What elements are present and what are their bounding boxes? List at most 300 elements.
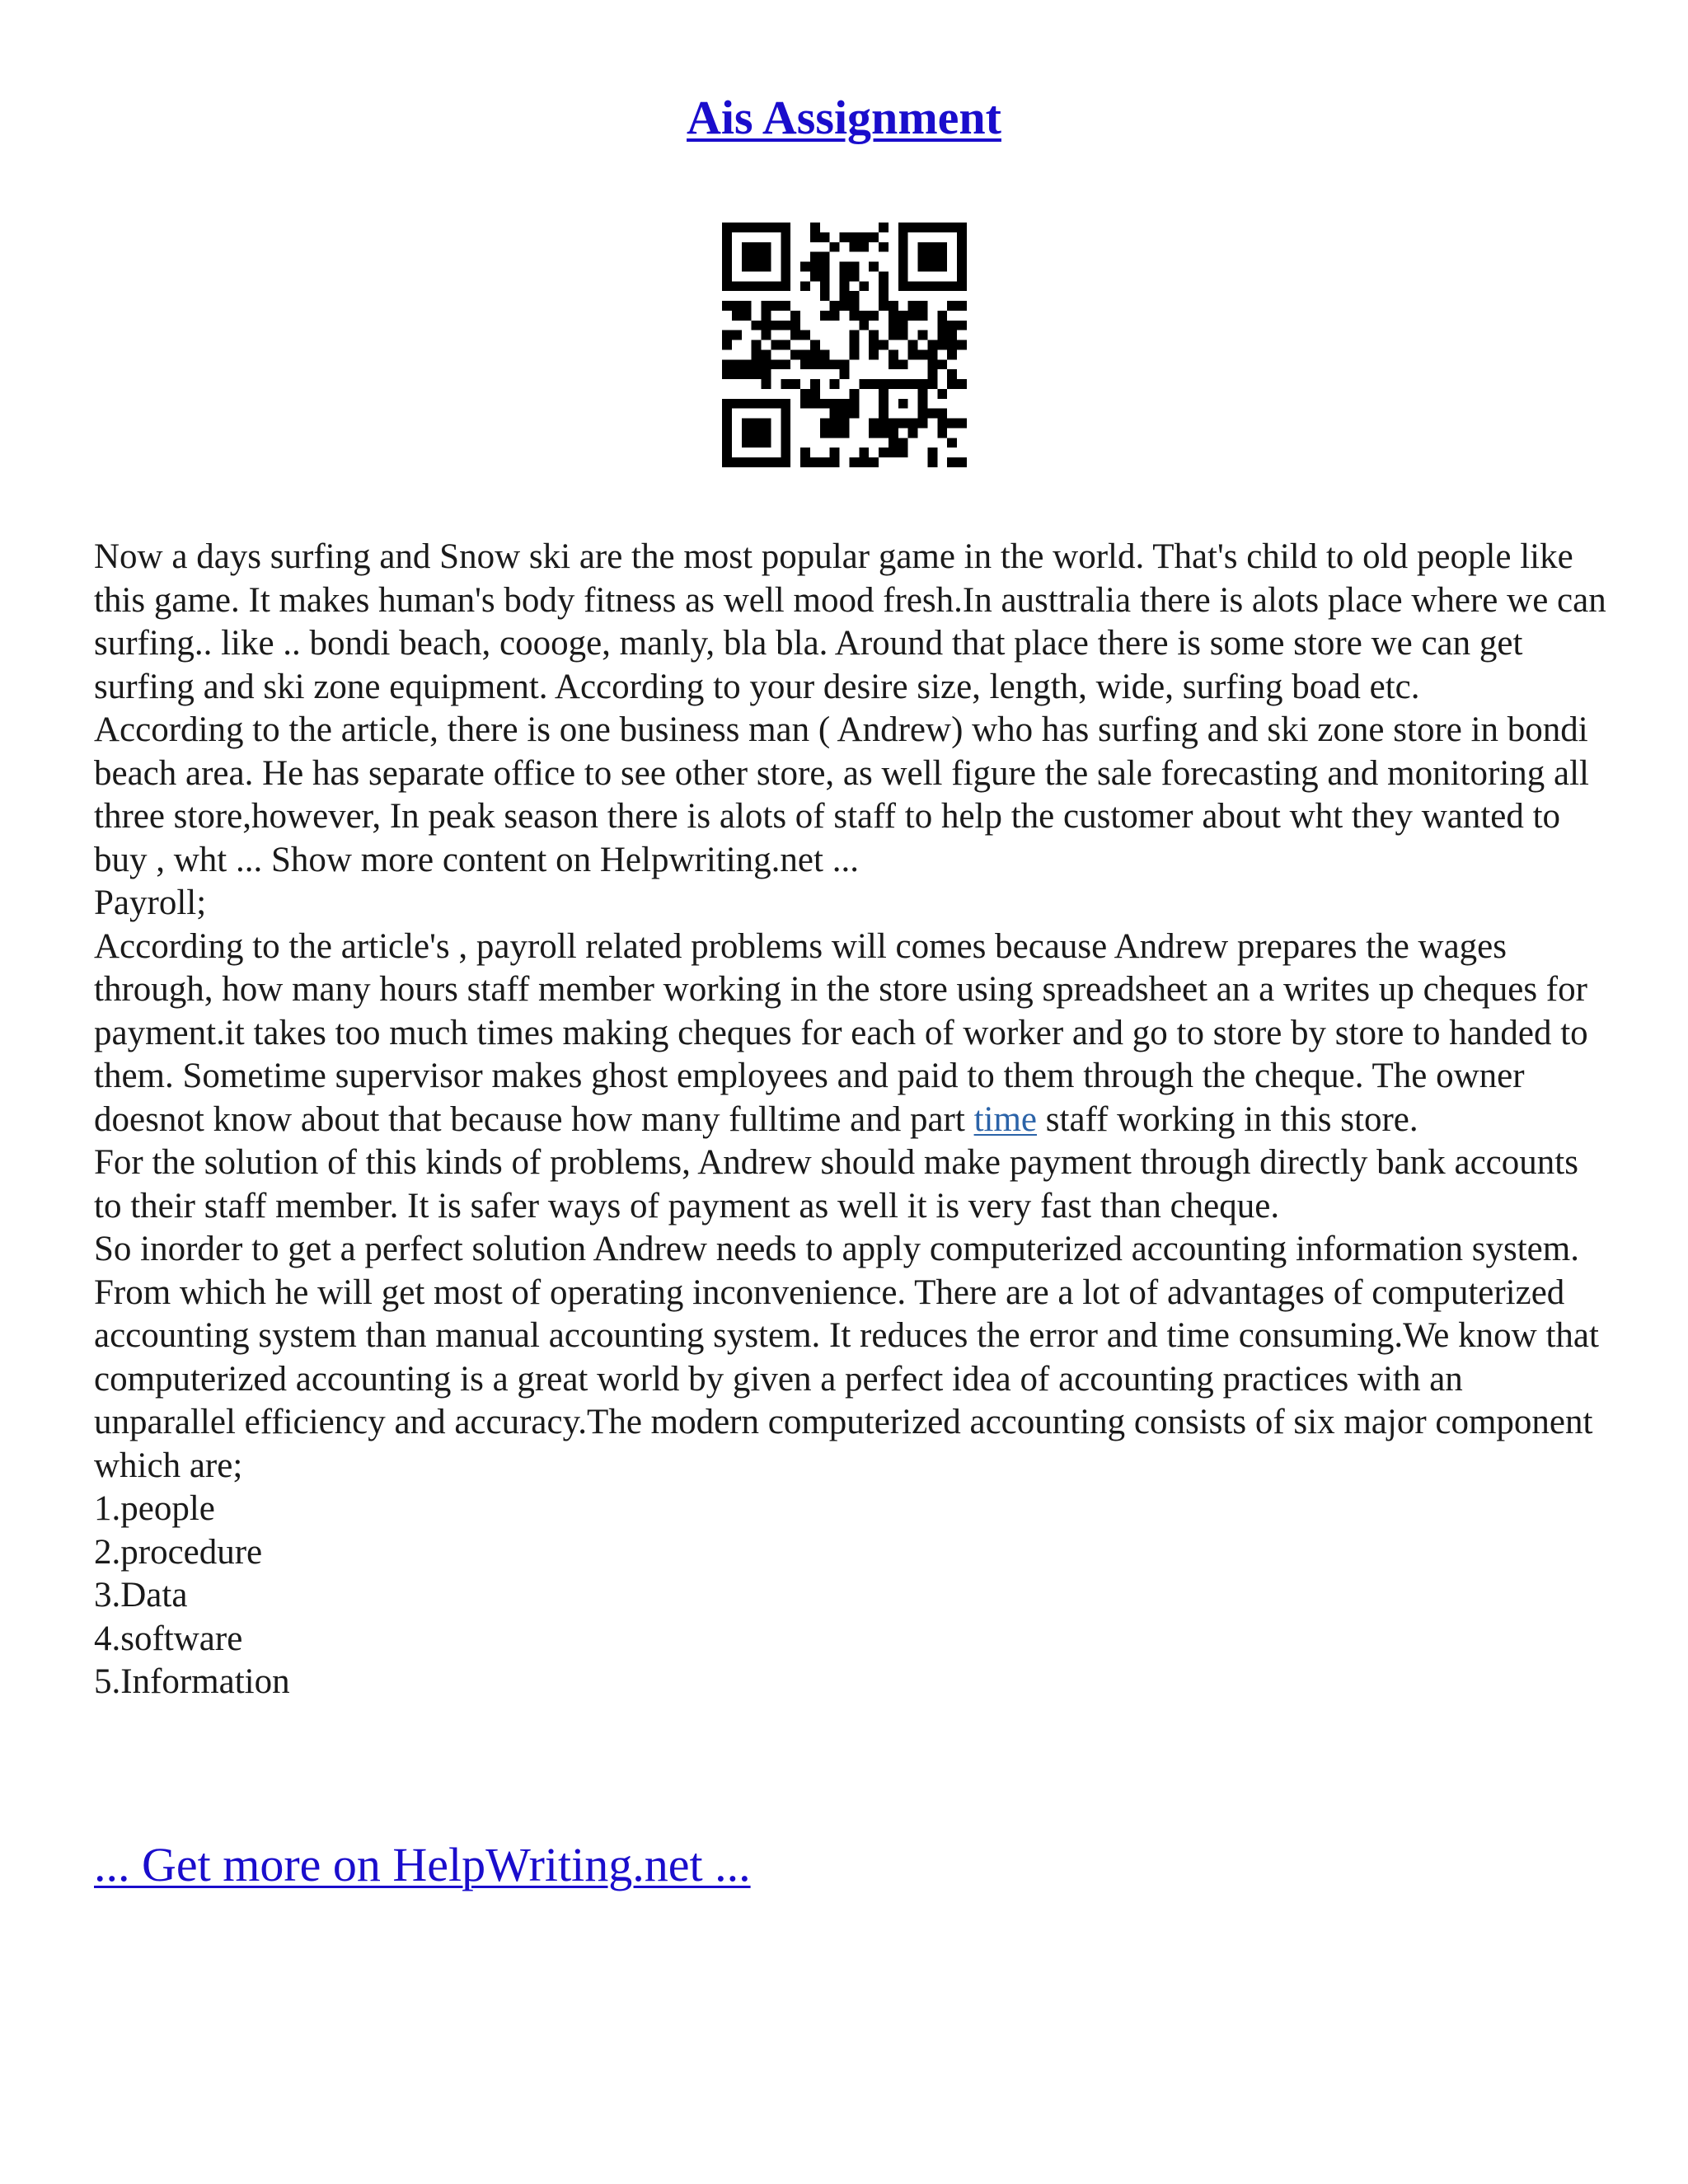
qr-module bbox=[898, 262, 908, 272]
qr-module bbox=[742, 252, 752, 262]
qr-module bbox=[742, 419, 752, 429]
qr-module bbox=[722, 409, 732, 419]
qr-module bbox=[849, 457, 859, 467]
qr-module bbox=[762, 321, 771, 330]
qr-module bbox=[752, 438, 762, 448]
qr-module bbox=[908, 281, 918, 291]
qr-module bbox=[752, 281, 762, 291]
qr-module bbox=[820, 419, 830, 429]
qr-module bbox=[762, 330, 771, 340]
qr-module bbox=[879, 389, 889, 399]
qr-module bbox=[722, 399, 732, 409]
qr-module bbox=[918, 389, 928, 399]
qr-module bbox=[742, 438, 752, 448]
qr-module bbox=[732, 311, 742, 321]
qr-module bbox=[810, 379, 820, 389]
qr-module bbox=[790, 321, 800, 330]
qr-module bbox=[771, 281, 781, 291]
time-link[interactable]: time bbox=[973, 1099, 1038, 1139]
qr-module bbox=[742, 369, 752, 379]
qr-module bbox=[762, 457, 771, 467]
qr-module bbox=[800, 399, 810, 409]
qr-module bbox=[849, 232, 859, 242]
qr-module bbox=[742, 428, 752, 438]
qr-module bbox=[908, 379, 918, 389]
qr-module bbox=[889, 379, 898, 389]
qr-module bbox=[722, 242, 732, 252]
qr-module bbox=[722, 359, 732, 369]
qr-module bbox=[820, 262, 830, 272]
qr-module bbox=[752, 349, 762, 359]
qr-module bbox=[810, 457, 820, 467]
qr-module bbox=[898, 438, 908, 448]
qr-module bbox=[752, 399, 762, 409]
qr-module bbox=[810, 349, 820, 359]
qr-module bbox=[889, 428, 898, 438]
qr-module bbox=[742, 281, 752, 291]
qr-module bbox=[752, 419, 762, 429]
qr-module bbox=[781, 252, 790, 262]
page-title bbox=[0, 89, 1688, 147]
qr-module bbox=[879, 340, 889, 350]
qr-module bbox=[889, 330, 898, 340]
qr-module bbox=[908, 349, 918, 359]
qr-module bbox=[830, 359, 840, 369]
qr-module bbox=[810, 340, 820, 350]
qr-module bbox=[957, 262, 967, 272]
qr-module bbox=[840, 232, 850, 242]
qr-module bbox=[722, 262, 732, 272]
qr-module bbox=[869, 330, 879, 340]
title-link[interactable]: Ais Assignment bbox=[687, 91, 1001, 144]
qr-module bbox=[771, 223, 781, 232]
qr-module bbox=[752, 321, 762, 330]
qr-module bbox=[820, 281, 830, 291]
qr-module bbox=[810, 399, 820, 409]
qr-module bbox=[800, 359, 810, 369]
qr-module bbox=[810, 232, 820, 242]
qr-module bbox=[957, 223, 967, 232]
list-item: 4.software bbox=[94, 1619, 243, 1658]
qr-module bbox=[908, 223, 918, 232]
qr-module bbox=[859, 311, 869, 321]
qr-module bbox=[889, 301, 898, 311]
qr-module bbox=[762, 262, 771, 272]
qr-module bbox=[859, 321, 869, 330]
qr-module bbox=[889, 359, 898, 369]
qr-module bbox=[947, 349, 957, 359]
qr-module bbox=[830, 399, 840, 409]
qr-module bbox=[879, 419, 889, 429]
qr-module bbox=[781, 301, 790, 311]
qr-module bbox=[830, 379, 840, 389]
qr-module bbox=[752, 359, 762, 369]
paragraph-payroll bbox=[94, 926, 1611, 1142]
qr-module bbox=[830, 448, 840, 457]
qr-module bbox=[947, 321, 957, 330]
qr-module bbox=[800, 457, 810, 467]
qr-module bbox=[889, 349, 898, 359]
qr-module bbox=[840, 281, 850, 291]
qr-module bbox=[840, 369, 850, 379]
qr-module bbox=[800, 448, 810, 457]
qr-module bbox=[742, 242, 752, 252]
qr-module bbox=[957, 281, 967, 291]
qr-module bbox=[742, 262, 752, 272]
qr-module bbox=[800, 349, 810, 359]
qr-module bbox=[771, 340, 781, 350]
qr-module bbox=[800, 262, 810, 272]
qr-module bbox=[927, 409, 937, 419]
qr-module bbox=[937, 311, 947, 321]
qr-module bbox=[927, 262, 937, 272]
qr-module bbox=[937, 223, 947, 232]
list-item: 1.people bbox=[94, 1489, 215, 1528]
qr-module bbox=[957, 379, 967, 389]
qr-module bbox=[908, 428, 918, 438]
qr-module bbox=[869, 340, 879, 350]
qr-module bbox=[879, 291, 889, 301]
qr-module bbox=[732, 281, 742, 291]
qr-module bbox=[898, 252, 908, 262]
paragraph-payroll-text-end: staff working in this store. bbox=[1037, 1099, 1418, 1139]
qr-module bbox=[722, 340, 732, 350]
qr-module bbox=[879, 428, 889, 438]
qr-module bbox=[849, 340, 859, 350]
qr-module bbox=[752, 428, 762, 438]
qr-module bbox=[957, 252, 967, 262]
qr-module bbox=[762, 428, 771, 438]
paragraph-computerized: So inorder to get a perfect solution Andrew needs to apply computerized accounting information system. From which he will get most of operating inconvenience. There are a lot of advantages of computerized accounting system than manual accounting system. It reduces the error and time consuming.We know that computerized accounting is a great world by given a perfect idea of accounting practices with an unparallel efficiency and accuracy.The modern computerized accounting consists of six major component which are; bbox=[94, 1230, 1599, 1485]
qr-module bbox=[947, 379, 957, 389]
qr-module bbox=[722, 428, 732, 438]
qr-module bbox=[752, 242, 762, 252]
qr-module bbox=[762, 252, 771, 262]
qr-module bbox=[722, 301, 732, 311]
qr-module bbox=[752, 223, 762, 232]
paragraph-article: According to the article, there is one business man ( Andrew) who has surfing and ski zone store in bondi beach area. He has separate office to see other store, as well figure the sale forecasting and monitoring all three store,however, In peak season there is alots of staff to help the customer about wht they wanted to buy , wht ... Show more content on Helpwriting.net ... bbox=[94, 710, 1589, 879]
qr-module bbox=[869, 379, 879, 389]
qr-module bbox=[732, 223, 742, 232]
qr-module bbox=[947, 438, 957, 448]
qr-module bbox=[742, 311, 752, 321]
qr-module bbox=[732, 301, 742, 311]
qr-module bbox=[781, 448, 790, 457]
qr-module bbox=[840, 262, 850, 272]
qr-module bbox=[898, 379, 908, 389]
qr-module bbox=[771, 321, 781, 330]
qr-module bbox=[820, 311, 830, 321]
qr-module bbox=[937, 428, 947, 438]
qr-module bbox=[879, 242, 889, 252]
qr-module bbox=[937, 262, 947, 272]
qr-module bbox=[781, 223, 790, 232]
qr-module bbox=[840, 359, 850, 369]
qr-module bbox=[879, 409, 889, 419]
qr-module bbox=[762, 281, 771, 291]
qr-module bbox=[810, 252, 820, 262]
qr-module bbox=[898, 281, 908, 291]
paragraph-payroll-text: According to the article's , payroll related problems will comes because Andrew prepares the wages through, how many hours staff member working in the store using spreadsheet an a writes up cheques for payment.it takes too much times making cheques for each of worker and go to store by store to handed to them. Sometime supervisor makes ghost employees and paid to them through the cheque. The owner doesnot know about that because how many fulltime and part bbox=[94, 926, 1588, 1139]
qr-module bbox=[957, 321, 967, 330]
qr-module bbox=[937, 252, 947, 262]
qr-module bbox=[849, 301, 859, 311]
qr-module bbox=[918, 409, 928, 419]
qr-module bbox=[762, 223, 771, 232]
qr-module bbox=[762, 438, 771, 448]
qr-module bbox=[898, 232, 908, 242]
qr-module bbox=[732, 369, 742, 379]
qr-module bbox=[898, 271, 908, 281]
qr-module bbox=[879, 223, 889, 232]
qr-module bbox=[927, 369, 937, 379]
qr-module bbox=[800, 330, 810, 340]
qr-module bbox=[849, 349, 859, 359]
qr-module bbox=[732, 330, 742, 340]
qr-module bbox=[820, 457, 830, 467]
qr-module bbox=[771, 399, 781, 409]
qr-module bbox=[859, 281, 869, 291]
qr-module bbox=[762, 311, 771, 321]
qr-module bbox=[752, 262, 762, 272]
qr-module bbox=[830, 409, 840, 419]
qr-module bbox=[722, 252, 732, 262]
qr-module bbox=[957, 301, 967, 311]
qr-module bbox=[927, 349, 937, 359]
qr-module bbox=[849, 389, 859, 399]
qr-module bbox=[820, 252, 830, 262]
qr-module bbox=[957, 340, 967, 350]
qr-module bbox=[898, 223, 908, 232]
article-body bbox=[94, 536, 1611, 1704]
qr-module bbox=[781, 359, 790, 369]
qr-module bbox=[722, 232, 732, 242]
qr-module bbox=[742, 359, 752, 369]
qr-module bbox=[889, 419, 898, 429]
qr-module bbox=[752, 340, 762, 350]
get-more-container bbox=[94, 1836, 751, 1894]
qr-module bbox=[957, 242, 967, 252]
qr-module bbox=[898, 419, 908, 429]
qr-module bbox=[840, 399, 850, 409]
qr-module bbox=[947, 301, 957, 311]
qr-module bbox=[722, 271, 732, 281]
qr-module bbox=[790, 379, 800, 389]
qr-module bbox=[849, 242, 859, 252]
qr-module bbox=[927, 457, 937, 467]
qr-module bbox=[898, 330, 908, 340]
qr-module bbox=[742, 301, 752, 311]
qr-module bbox=[918, 349, 928, 359]
component-list bbox=[94, 1488, 1611, 1704]
qr-module bbox=[742, 223, 752, 232]
qr-module bbox=[849, 311, 859, 321]
qr-module bbox=[840, 409, 850, 419]
qr-module bbox=[722, 281, 732, 291]
qr-module bbox=[937, 330, 947, 340]
qr-module bbox=[927, 281, 937, 291]
qr-module bbox=[869, 349, 879, 359]
qr-module bbox=[957, 271, 967, 281]
qr-module bbox=[820, 359, 830, 369]
qr-module bbox=[859, 232, 869, 242]
qr-module bbox=[820, 349, 830, 359]
qr-module bbox=[781, 262, 790, 272]
qr-module bbox=[859, 457, 869, 467]
qr-module bbox=[927, 340, 937, 350]
qr-module bbox=[927, 448, 937, 457]
qr-module bbox=[879, 448, 889, 457]
qr-module bbox=[781, 409, 790, 419]
qr-module bbox=[937, 389, 947, 399]
qr-module bbox=[762, 399, 771, 409]
qr-module bbox=[840, 291, 850, 301]
qr-module bbox=[781, 399, 790, 409]
qr-code-icon bbox=[722, 223, 967, 467]
qr-module bbox=[781, 457, 790, 467]
list-item: 3.Data bbox=[94, 1576, 188, 1615]
qr-module bbox=[869, 311, 879, 321]
qr-module bbox=[918, 223, 928, 232]
qr-module bbox=[918, 242, 928, 252]
qr-module bbox=[752, 457, 762, 467]
qr-module bbox=[869, 457, 879, 467]
qr-module bbox=[732, 359, 742, 369]
qr-module bbox=[790, 330, 800, 340]
qr-module bbox=[898, 311, 908, 321]
qr-module bbox=[771, 301, 781, 311]
qr-module bbox=[781, 321, 790, 330]
qr-module bbox=[762, 359, 771, 369]
qr-module bbox=[781, 379, 790, 389]
qr-module bbox=[849, 291, 859, 301]
qr-module bbox=[947, 223, 957, 232]
qr-module bbox=[840, 271, 850, 281]
qr-module bbox=[879, 379, 889, 389]
qr-module bbox=[742, 399, 752, 409]
qr-module bbox=[859, 242, 869, 252]
qr-module bbox=[849, 399, 859, 409]
qr-module bbox=[762, 301, 771, 311]
list-item: 5.Information bbox=[94, 1662, 290, 1701]
qr-module bbox=[840, 301, 850, 311]
qr-module bbox=[947, 419, 957, 429]
qr-module bbox=[889, 448, 898, 457]
qr-module bbox=[810, 359, 820, 369]
qr-module bbox=[849, 409, 859, 419]
qr-module bbox=[898, 242, 908, 252]
qr-module bbox=[957, 232, 967, 242]
qr-module bbox=[830, 419, 840, 429]
qr-module bbox=[722, 330, 732, 340]
qr-module bbox=[879, 301, 889, 311]
qr-module bbox=[947, 281, 957, 291]
qr-module bbox=[762, 379, 771, 389]
qr-module bbox=[732, 399, 742, 409]
qr-module bbox=[790, 311, 800, 321]
qr-module bbox=[849, 262, 859, 272]
qr-module bbox=[898, 448, 908, 457]
list-item: 2.procedure bbox=[94, 1532, 263, 1572]
qr-module bbox=[820, 428, 830, 438]
qr-module bbox=[869, 428, 879, 438]
qr-module bbox=[898, 321, 908, 330]
qr-module bbox=[927, 242, 937, 252]
qr-module bbox=[937, 340, 947, 350]
qr-module bbox=[859, 379, 869, 389]
qr-module bbox=[722, 438, 732, 448]
qr-module bbox=[869, 419, 879, 429]
qr-module bbox=[947, 340, 957, 350]
qr-module bbox=[918, 262, 928, 272]
qr-module bbox=[830, 457, 840, 467]
qr-module bbox=[947, 369, 957, 379]
qr-module bbox=[830, 242, 840, 252]
qr-module bbox=[771, 359, 781, 369]
qr-module bbox=[781, 242, 790, 252]
qr-module bbox=[781, 340, 790, 350]
qr-module bbox=[927, 359, 937, 369]
qr-module bbox=[908, 311, 918, 321]
qr-module bbox=[840, 419, 850, 429]
qr-module bbox=[781, 428, 790, 438]
qr-module bbox=[781, 271, 790, 281]
qr-module bbox=[937, 419, 947, 429]
qr-module bbox=[918, 399, 928, 409]
qr-module bbox=[752, 252, 762, 262]
qr-module bbox=[722, 419, 732, 429]
qr-module bbox=[927, 223, 937, 232]
qr-module bbox=[927, 252, 937, 262]
qr-module bbox=[722, 457, 732, 467]
qr-module bbox=[889, 311, 898, 321]
qr-module bbox=[889, 438, 898, 448]
qr-module bbox=[918, 311, 928, 321]
qr-module bbox=[947, 457, 957, 467]
qr-module bbox=[918, 419, 928, 429]
qr-module bbox=[908, 340, 918, 350]
qr-module bbox=[722, 369, 732, 379]
qr-module bbox=[830, 428, 840, 438]
qr-module bbox=[810, 223, 820, 232]
qr-module bbox=[762, 419, 771, 429]
qr-module bbox=[937, 359, 947, 369]
qr-module bbox=[957, 457, 967, 467]
qr-module bbox=[781, 232, 790, 242]
qr-module bbox=[732, 457, 742, 467]
get-more-link[interactable]: ... Get more on HelpWriting.net ... bbox=[94, 1838, 751, 1891]
qr-module bbox=[762, 349, 771, 359]
qr-module bbox=[918, 379, 928, 389]
qr-module bbox=[762, 242, 771, 252]
qr-module bbox=[898, 359, 908, 369]
qr-module bbox=[830, 301, 840, 311]
qr-module bbox=[849, 330, 859, 340]
qr-module bbox=[879, 399, 889, 409]
qr-module bbox=[879, 281, 889, 291]
qr-module bbox=[781, 438, 790, 448]
qr-module bbox=[820, 271, 830, 281]
qr-module bbox=[840, 428, 850, 438]
qr-module bbox=[869, 232, 879, 242]
qr-module bbox=[800, 389, 810, 399]
qr-module bbox=[937, 321, 947, 330]
qr-module bbox=[889, 321, 898, 330]
qr-module bbox=[810, 262, 820, 272]
qr-module bbox=[937, 409, 947, 419]
qr-module bbox=[908, 419, 918, 429]
paragraph-payroll-heading: Payroll; bbox=[94, 883, 207, 922]
